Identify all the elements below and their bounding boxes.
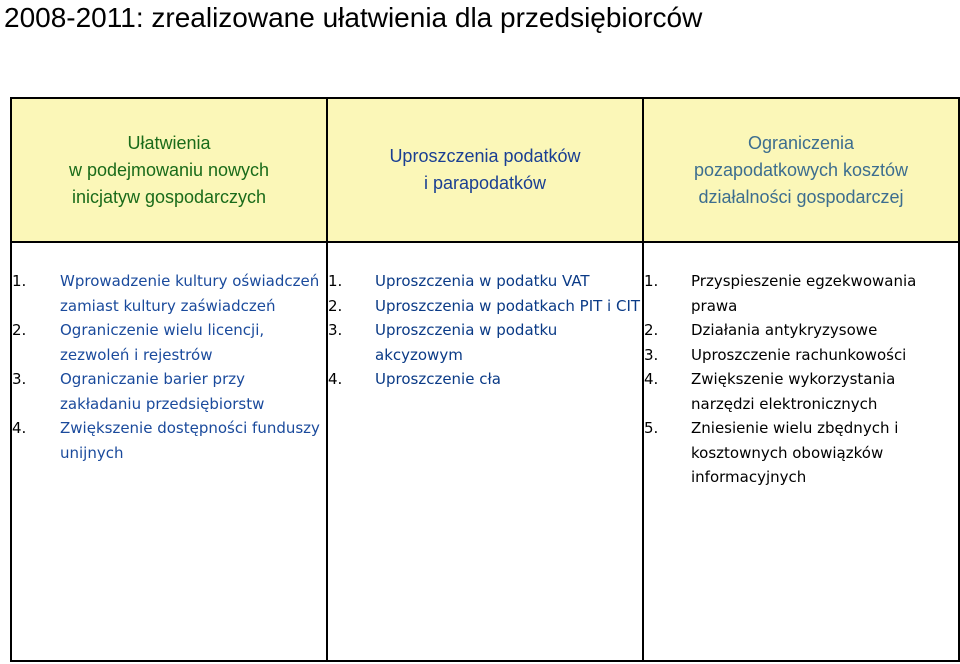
column-items-new-initiatives — [11, 242, 327, 661]
list-item — [644, 343, 958, 368]
item-number: 4. — [644, 370, 659, 388]
list-item — [12, 318, 326, 367]
column-heading-new-initiatives — [11, 98, 327, 242]
item-number: 3. — [328, 321, 343, 339]
item-text: Zwiększenie wykorzystania narzędzi elektronicznych — [691, 370, 896, 413]
list-item — [12, 367, 326, 416]
item-list — [12, 269, 326, 465]
column-heading-non-tax-costs — [643, 98, 959, 242]
item-number: 3. — [644, 345, 659, 364]
item-list — [328, 269, 642, 392]
item-text: Uproszczenia w podatku VAT — [375, 272, 590, 290]
item-text: Przyspieszenie egzekwowania prawa — [691, 272, 917, 315]
list-item — [644, 318, 958, 343]
item-text: Ograniczenie wielu licencji, zezwoleń i rejestrów — [60, 321, 265, 364]
heading-line: Uproszczenia podatków — [389, 146, 581, 166]
item-text: Uproszczenia w podatkach PIT i CIT — [375, 296, 641, 315]
item-number: 2. — [12, 321, 27, 339]
heading-line: i parapodatków — [423, 173, 547, 193]
heading-line: Ułatwienia — [127, 132, 211, 153]
item-text: Zwiększenie dostępności funduszy unijnych — [60, 419, 320, 462]
item-number: 2. — [328, 296, 343, 315]
item-text: Wprowadzenie kultury oświadczeń zamiast kultury zaświadczeń — [60, 272, 320, 315]
item-number: 5. — [644, 419, 659, 437]
item-number: 2. — [644, 321, 659, 339]
list-item — [12, 416, 326, 465]
item-text: Zniesienie wielu zbędnych i kosztownych obowiązków informacyjnych — [691, 419, 899, 486]
table-header-row — [11, 98, 959, 242]
item-text: Ograniczanie barier przy zakładaniu przedsiębiorstw — [60, 370, 265, 413]
heading-line: działalności gospodarczej — [698, 186, 904, 207]
item-list — [644, 269, 958, 490]
list-item — [644, 416, 958, 490]
list-item — [644, 367, 958, 416]
list-item — [328, 269, 642, 294]
page-title: 2008-2011: zrealizowane ułatwienia dla przedsiębiorców — [4, 2, 703, 33]
item-number: 1. — [12, 272, 27, 290]
list-item — [328, 318, 642, 367]
heading-line: inicjatyw gospodarczych — [71, 186, 267, 207]
facilitations-table — [10, 97, 960, 662]
item-number: 1. — [644, 272, 659, 290]
item-number: 4. — [328, 370, 343, 388]
item-text: Uproszczenie cła — [375, 370, 501, 388]
table-body-row — [11, 242, 959, 661]
item-text: Działania antykryzysowe — [691, 321, 878, 339]
list-item — [328, 294, 642, 319]
list-item — [644, 269, 958, 318]
list-item — [328, 367, 642, 392]
item-number: 3. — [12, 370, 27, 388]
item-text: Uproszczenie rachunkowości — [691, 345, 907, 364]
list-item — [12, 269, 326, 318]
item-text: Uproszczenia w podatku akcyzowym — [375, 321, 558, 364]
column-heading-taxes — [327, 98, 643, 242]
column-items-non-tax-costs — [643, 242, 959, 661]
heading-line: Ograniczenia — [747, 132, 855, 153]
heading-line: pozapodatkowych kosztów — [693, 159, 909, 180]
heading-line: w podejmowaniu nowych — [68, 159, 270, 180]
item-number: 1. — [328, 272, 343, 290]
column-items-taxes — [327, 242, 643, 661]
item-number: 4. — [12, 419, 27, 437]
